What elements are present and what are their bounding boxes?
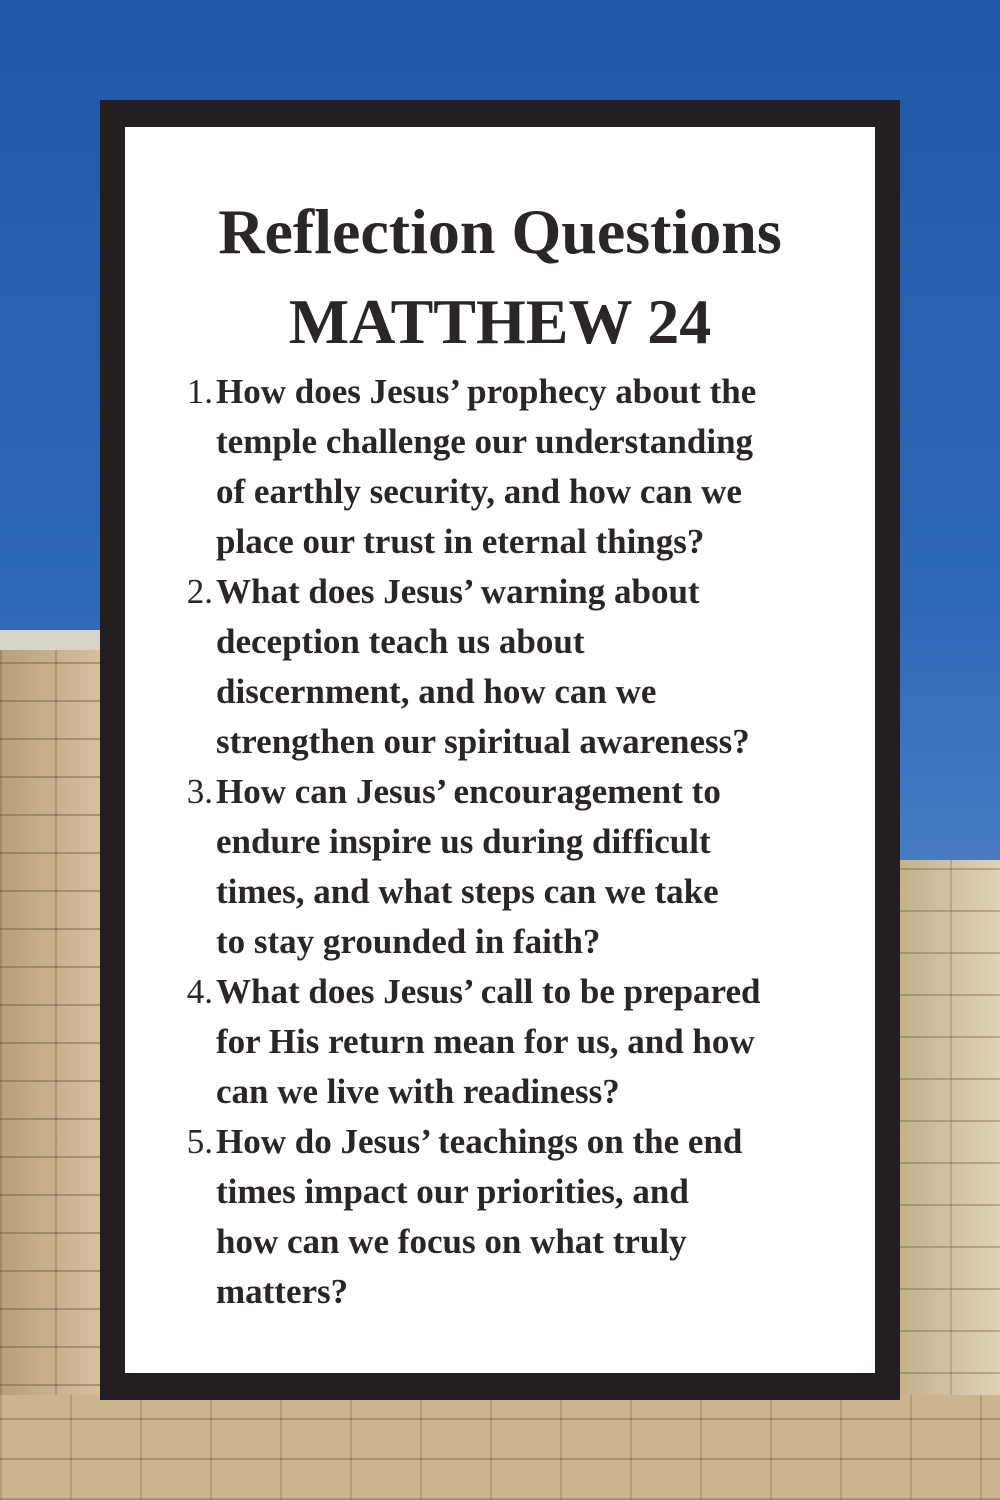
question-text-line: How do Jesus’ teachings on the end bbox=[216, 1122, 743, 1161]
question-text-line: What does Jesus’ call to be prepared bbox=[216, 972, 761, 1011]
question-item bbox=[165, 767, 865, 967]
question-item bbox=[165, 967, 865, 1117]
question-item bbox=[165, 567, 865, 767]
question-text-line: place our trust in eternal things? bbox=[216, 522, 705, 561]
question-text-line: to stay grounded in faith? bbox=[216, 922, 601, 961]
question-text-line: can we live with readiness? bbox=[216, 1072, 620, 1111]
question-text-line: how can we focus on what truly bbox=[216, 1222, 687, 1261]
stone-wall-left bbox=[0, 650, 110, 1500]
question-text-line: of earthly security, and how can we bbox=[216, 472, 742, 511]
question-item bbox=[165, 367, 865, 567]
question-item bbox=[165, 1117, 865, 1317]
question-text-line: How does Jesus’ prophecy about the bbox=[216, 372, 757, 411]
question-text-line: times, and what steps can we take bbox=[216, 872, 719, 911]
question-text-line: strengthen our spiritual awareness? bbox=[216, 722, 750, 761]
question-text-line: How can Jesus’ encouragement to bbox=[216, 772, 721, 811]
question-number: 4. bbox=[186, 972, 213, 1011]
question-text-line: discernment, and how can we bbox=[216, 672, 657, 711]
question-text-line: matters? bbox=[216, 1272, 349, 1311]
question-text-line: times impact our priorities, and bbox=[216, 1172, 689, 1211]
question-number: 1. bbox=[186, 372, 213, 411]
question-text-line: What does Jesus’ warning about bbox=[216, 572, 700, 611]
question-number: 2. bbox=[186, 572, 213, 611]
question-text-line: temple challenge our understanding bbox=[216, 422, 754, 461]
question-list bbox=[165, 367, 865, 1317]
question-number: 3. bbox=[186, 772, 213, 811]
question-card bbox=[125, 127, 875, 1373]
title: Reflection Questions bbox=[218, 196, 782, 267]
question-text-line: endure inspire us during difficult bbox=[216, 822, 711, 861]
question-number: 5. bbox=[186, 1122, 213, 1161]
subtitle: MATTHEW 24 bbox=[288, 286, 712, 357]
question-text-line: for His return mean for us, and how bbox=[216, 1022, 755, 1061]
question-text-line: deception teach us about bbox=[216, 622, 585, 661]
stone-wall-bottom bbox=[0, 1395, 1000, 1500]
